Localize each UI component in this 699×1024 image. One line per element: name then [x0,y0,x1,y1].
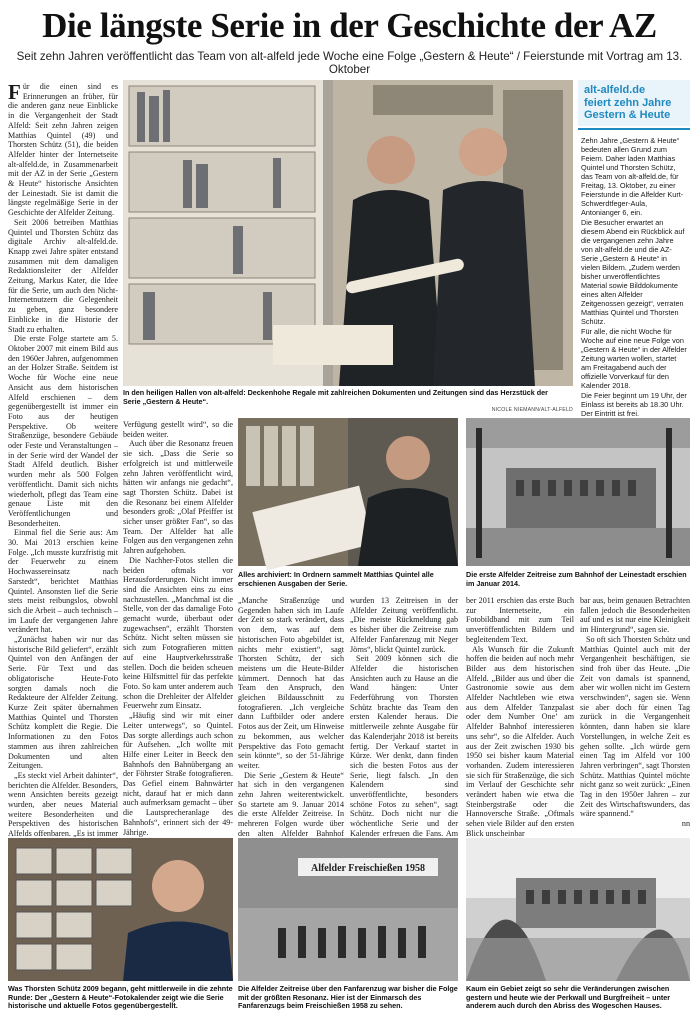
info-paragraph: Die Besucher erwartet an diesem Abend ein Rückblick auf die vergangenen zehn Jahre von alt-alfeld.de und die AZ-Serie „Gestern & Heute“ in vielen Bildern. „Zudem werden bisher unveröffentlichtes Material sowie Bilddokumente eines alten Alfelder Zeitgenossen gezeigt“, verraten Matthias Quintel und Thorsten Schütz. [581,217,685,326]
info-title-line: feiert zehn Jahre [584,96,672,109]
schuetz-photo [8,838,233,981]
col1-paragraph: Die erste Folge startete am 5. Oktober 2007 mit einem Bild aus den 1960er Jahren, aufgenommen an der Holzer Straße. Seitdem ist Woche für Woche eine neue Ansicht aus dem historischen Alfeld erschienen – dem gegenübergestellt ist immer ein Foto aus der heutigen Perspektive. Ob weitere Straßenzüge, besondere Gebäude oder Feste und Veranstaltungen – in der Serie wird der Wandel der Stadt Alfeld deutlich. Bisher wurden mehr als 500 Folgen veröffentlicht. Damit sich nichts wiederholt, pflegt das Team eine genaue Liste mit den Veröffentlichungen und Besonderheiten. [8,334,118,528]
info-paragraph: Die Feier beginnt um 19 Uhr, der Einlass ist bereits ab 18.30 Uhr. Der Eintritt ist frei. [581,390,687,418]
info-paragraph: Für alle, die nicht Woche für Woche auf eine neue Folge von „Gestern & Heute“ in der Alfelder Zeitung warten wollen, startet am Freitagabend auch der offizielle Vorverkauf für den Kalender 2018. [581,326,687,390]
fanfare-caption: Die Alfelder Zeitreise über den Fanfarenzug war bisher die Folge mit der größten Resonanz. Hier ist der Einmarsch des Fanfarenzugs beim Freischießen 1958 zu sehen. [238,984,458,1011]
author-initials: nn [681,819,690,829]
col2-paragraph: Auch über die Resonanz freuen sie sich. „Dass die Serie so erfolgreich ist und mittlerweile zehn Jahren veröffentlicht wird, hätten wir anfangs nie gedacht“, sagt Thorsten Schütz. Dabei ist die Resonanz bei einem Alfelder besonders groß: „Olaf Pfeiffer ist sicher unser größter Fan“, so das Team. Der Alfelder hat alle Folgen aus den vergangenen zehn Jahren aufgehoben. [123,439,233,556]
station-photo [466,418,690,566]
col3-paragraph: „Manche Straßenzüge und Gegenden haben sich im Laufe der Zeit so stark verändert, dass von dem, was auf dem historischen Foto abgebildet ist, nichts mehr existiert“, sagt Thorsten Schütz, der sich meistens um die Heute-Bilder kümmert. Dennoch hat das Team den Anspruch, den gleichen Bildausschnitt zu fotografieren. „Ich vergleiche dann Luftbilder oder andere Fotos aus der Zeit, um Hinweise zu bekommen, aus welcher Perspektive das Foto gemacht sein könnte“, so der 51-Jährige weiter. [238,596,344,770]
banner-text: Alfelder Freischießen 1958 [310,863,426,874]
col1-paragraph: Einmal fiel die Serie aus: Am 30. Mai 2013 erschien keine Folge. „Ich musste kurzfristig mit der Feuerwehr zu einem Hochwassereinsatz nach Sarstedt“, berichtet Matthias Quintel. Ansonsten lief die Serie stets meist reibungslos, obwohl sich die Arbeit – auch technisch – im Laufe der vergangenen Jahre verändert hat. [8,528,118,635]
perkwall-caption: Kaum ein Gebiet zeigt so sehr die Veränderungen zwischen gestern und heute wie der Perkwall und Burgfreiheit – unter anderem auch durch den Abriss des Wogeschen Hauses. [466,984,671,1011]
subheadline: Seit zehn Jahren veröffentlicht das Team von alt-alfeld jede Woche eine Folge „Gestern & Heute“ / Feierstunde mit Vortrag am 13. Oktober [16,50,683,76]
schuetz-caption: Was Thorsten Schütz 2009 begann, geht mittlerweile in die zehnte Runde: Der „Gestern & Heute“-Fotokalender zeigt wie die Serie historische und aktuelle Fotos gegenübergestellt. [8,984,233,1011]
station-caption: Die erste Alfelder Zeitreise zum Bahnhof der Leinestadt erschien im Januar 2014. [466,570,687,588]
col1-paragraph: „Es steckt viel Arbeit dahinter“, berichten die Alfelder. Besonders, wenn Ansichten bereits gezeigt wurden, aber neues Material weitere Besonderheiten und Perspektiven des historischen Alfelds offenbaren. „Es ist immer [8,770,118,839]
article-column-3 [238,596,344,838]
calendar-wall-image [8,838,233,981]
main-photo [123,80,573,386]
col1-paragraph: Seit 2006 betreiben Matthias Quintel und Thorsten Schütz das digitale Archiv alt-alfeld.de. Knapp zwei Jahre später entstand zusammen mit dem damaligen Redaktionsleiter der Alfelder Zeitung, Markus Kater, die Idee für die Serie, um auch den Nicht-Internetnutzern die Gelegenheit zu geben, ganz besondere Einblicke in die Historie der Stadt zu erhalten. [8,217,118,334]
binder-image [238,418,458,566]
col5-paragraph: ber 2011 erschien das erste Buch zur Internetseite, ein Fotobildband mit zum Teil unveröffentlichten Bildern und begleitendem Text. [466,596,574,644]
col1-paragraph: „Zunächst haben wir nur das historische Bild geliefert“, erzählt Quintel von den Anfängen der Serie. Für Text und das obligatorische Heute-Foto sorgten damals noch die Redakteure der Alfelder Zeitung. Kurze Zeit später übernahmen Matthias Quintel und Thorsten Schütz komplett die Regie. Die Informationen zu den Fotos stammen aus ihren zahlreichen Dokumenten und alten Zeitungen. [8,635,118,771]
col2-paragraph: Die Nachher-Fotos stellen die beiden oftmals vor Herausforderungen. Nicht immer sind die Ansichten eins zu eins nachzustellen. „Manchmal ist die Stelle, von der das damalige Foto gemacht wurde, überbaut oder zugewachsen“, erzählt Thorsten Schütz. Nicht selten müssen sie sich zum Fotografieren mitten auf eine Hauptverkehrsstraße stellen. Doch die beiden scheuen keine Hilfsmittel für das perfekte Foto. So kam unter anderem auch schon die Drehleiter der Alfelder Feuerwehr zum Einsatz. [123,555,233,711]
col3-paragraph: Die Serie „Gestern & Heute“ hat sich in den vergangenen zehn Jahren weiterentwickelt. So startete am 9. Januar 2014 die erste Alfelder Zeitreise. In mehreren Folgen wurde über den alten Alfelder Bahnhof [238,770,344,838]
article-column-4 [350,596,458,838]
archive-scene-image [123,80,573,386]
info-box [578,80,690,418]
archive-caption: Alles archiviert: In Ordnern sammelt Matthias Quintel alle erschienen Ausgaben der Serie. [238,570,434,588]
info-box-title [578,80,690,126]
col5-paragraph: Als Wunsch für die Zukunft hoffen die beiden auf noch mehr Bilder aus dem historischen Alfeld. „Bilder aus und über die Gastronomie sowie aus dem Alfelder Nachtleben wie etwa aus dem Alfelder Tanzpalast oder dem Number One’ am Alfelder Bahnhof interessieren uns sehr“, so die Alfelder. Auch aus der Zeit zwischen 1930 bis 1950 sei bisher kaum Material vorhanden. Zudem interessieren sie sich für Straßenzüge, die sich im Verlauf der Geschichte sehr verändert haben wie etwa die Steinbergstraße oder die Hannoversche Straße. „Oftmals sehen viele Bilder auf den ersten Blick unscheinbar [466,644,574,838]
col4-paragraph: Seit 2009 können sich die Alfelder die historischen Ansichten auch zu Hause an die Wand hängen: Unter Federführung von Thorsten Schütz brachte das Team den ersten Kalender heraus. Die mittlerweile zehnte Ausgabe für das Kalenderjahr 2018 ist bereits fertig. Der Verkauf startet in Kürze. Wer denkt, dann finden sich die besten Fotos aus der Serie, liegt falsch. „In den Kalendern sind unveröffentlichte, besonders schöne Fotos zu sehen“, sagt Schütz. Doch nicht nur die wöchentliche Serie und der Kalender erfreuen die Fans. Am [350,654,458,838]
info-title-line: Gestern & Heute [584,109,671,121]
info-title-line: alt-alfeld.de [584,84,646,96]
fanfare-photo [238,838,458,981]
col6-paragraph: bar aus, beim genauen Betrachten fallen jedoch die Besonderheiten auf und es ist nur eine Kleinigkeit im Hintergrund“, sagen sie. [580,596,690,635]
dropcap: F [8,80,21,104]
article-column-2 [123,420,233,837]
col4-paragraph: wurden 13 Zeitreisen in der Alfelder Zeitung veröffentlicht. „Die meiste Rückmeldung gab es bisher über die Zeitreise zum Alfelder Fanfarenzug mit Neger Jörns“, blickt Quintel zurück. [350,596,458,654]
article-column-5 [466,596,574,838]
fanfare-parade-image [238,838,458,981]
col1-paragraph: ür die einen sind es Erinnerungen an früher, für die anderen ganz neue Einblicke in die Vergangenheit der Stadt Alfeld: Seit zehn Jahren zeigen Matthias Quintel (49) und Thorsten Schütz (51), die beiden Alfelder hinter der Internetseite alt-alfeld.de, in Zusammenarbeit mit der AZ in der Serie „Gestern & Heute“ historische Ansichten der Leinestadt. Sie ist damit die längste regelmäßige Serie in der Geschichte der Alfelder Zeitung. [8,82,118,218]
article-column-6 [580,596,690,832]
old-station-image [466,418,690,566]
perkwall-photo [466,838,690,981]
headline: Die längste Serie in der Geschichte der AZ [42,6,657,45]
info-paragraph: Zehn Jahre „Gestern & Heute“ bedeuten allen Grund zum Feiern. Daher laden Matthias Quintel und Thorsten Schütz, das Team von alt-alfeld.de, für Freitag, 13. Oktober, zu einer Feierstunde in die Alfelder Kurt-Schwerdtfeger-Aula, Antonianger 6, ein. [581,135,684,217]
main-photo-caption: In den heiligen Hallen von alt-alfeld: Deckenhohe Regale mit zahlreichen Dokumenten und Zeitungen sind das Herzstück der Serie „Gestern & Heute“. [123,388,548,406]
main-photo-credit: NICOLE NIEMANN/ALT-ALFELD [491,407,573,413]
col2-paragraph: „Häufig sind wir mit einer Leiter unterwegs“, so Quintel. Das sorgte allerdings auch schon für Aufsehen. „Ich wollte mit Hilfe einer Leiter in Beeck den Bahnhofs den Bahnübergang an der Föhrster Straße fotografieren. Das Gefiel einem Bahnwärter nicht, darauf hat er mich dann auch aufmerksam gemacht – über die Lautsprecheranlage des Bahnhofs“, erinnert sich der 49-Jährige. [123,711,233,837]
perkwall-image [466,838,690,981]
info-box-body [578,130,690,418]
col6-paragraph: So oft sich Thorsten Schütz und Matthias Quintel auch mit der Vergangenheit beschäftigen, sie sind froh über das Heute. „Die Zeit von damals ist spannend, aber wir wollen nicht im Gestern verschwinden“, sagen sie. Wenn sie aber doch für einen Tag zurück in die Vergangenheit könnten, dann haben sie klare Vorstellungen, in welche Zeit es gehen sollte. „Ich würde gern einen Tag im Alfeld vor 100 Jahren verbringen“, sagt Thorsten Schütz. Matthias Quintel möchte nicht ganz so weit zurück: „Einen Tag in den 1950er Jahren – zur Zeit des Wirtschaftswunders, das wäre spannend.“ [580,634,690,819]
col2-paragraph: Verfügung gestellt wird“, so die beiden weiter. [123,420,233,439]
article-column-1 [8,80,118,839]
archive-photo [238,418,458,566]
